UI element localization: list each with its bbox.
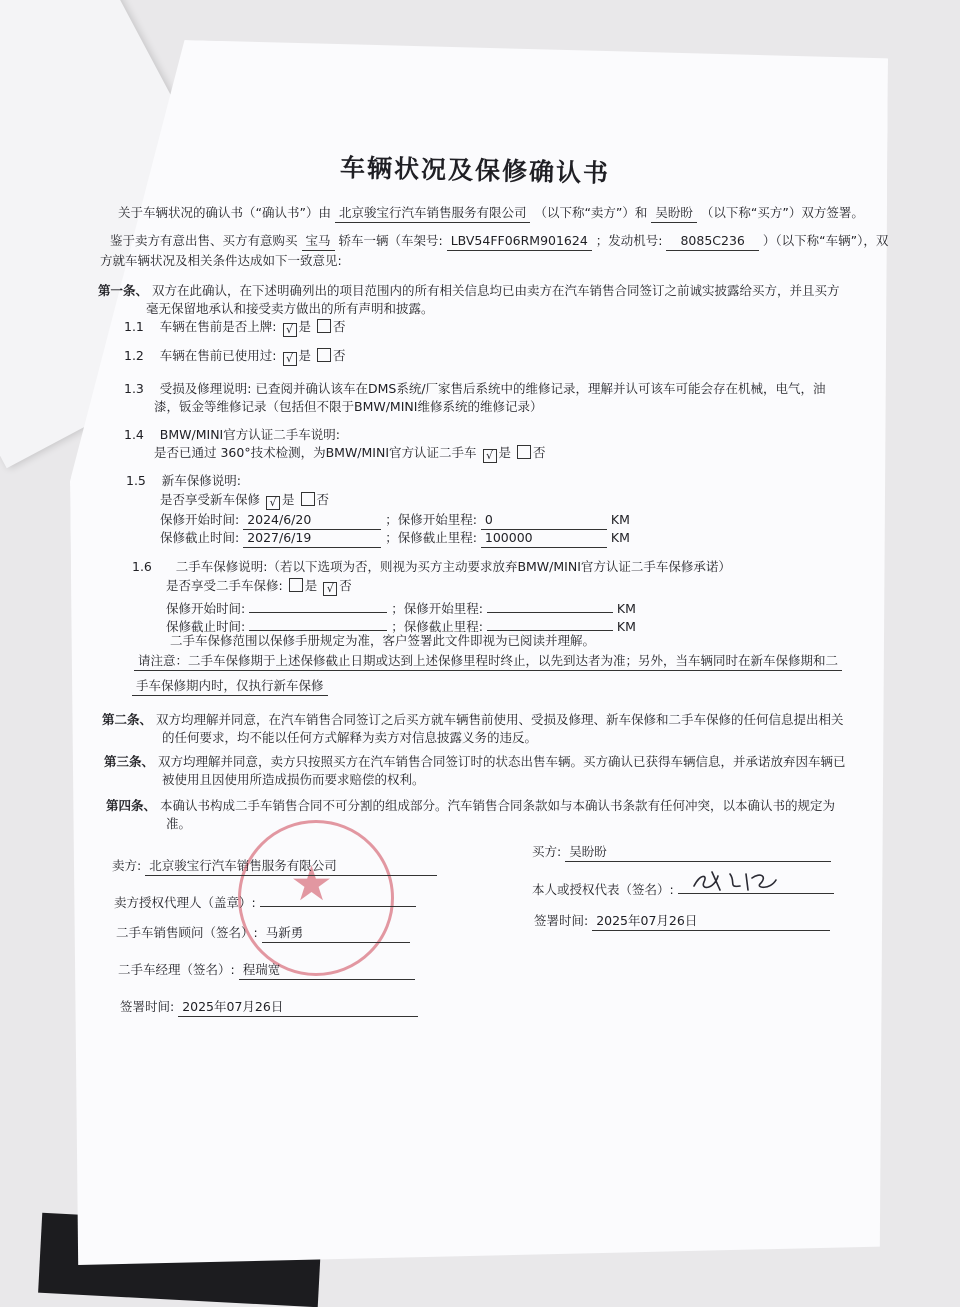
new-warranty-end-date: 2027/6/19 [243, 529, 381, 548]
item-1-4: 1.4 BMW/MINI官方认证二手车说明: [124, 427, 340, 442]
document-title: 车辆状况及保修确认书 [339, 153, 611, 188]
certified-yes-checkbox[interactable]: √ [483, 449, 497, 463]
used-warranty-end-row: 保修截止时间: ；保修截止里程: KM [166, 614, 636, 636]
buyer-date-row: 签署时间: 2025年07月26日 [534, 912, 830, 931]
engine-number-field: 8085C236 [666, 232, 758, 251]
used-warranty-start-row: 保修开始时间: ；保修开始里程: KM [166, 596, 636, 618]
intro-line-1: 关于车辆状况的确认书（“确认书”）由 北京骏宝行汽车销售服务有限公司 （以下称“卖方”）和 吴盼盼 （以下称“买方”）双方签署。 [118, 204, 864, 223]
intro-line-3: 方就车辆状况及相关条件达成如下一致意见: [100, 253, 342, 268]
seal-star-icon: ★ [290, 856, 334, 912]
seller-name-field: 北京骏宝行汽车销售服务有限公司 [335, 204, 531, 223]
seller-date-value: 2025年07月26日 [178, 998, 418, 1017]
item-1-6: 1.6 二手车保修说明:（若以下选项为否，则视为买方主动要求放弃BMW/MINI官方认证二手车保修承诺） [132, 559, 731, 574]
intro-line-2: 鉴于卖方有意出售、买方有意购买 宝马 轿车一辆（车架号: LBV54FF06RM901624 ；发动机号: 8085C236 ）（以下称“车辆”），双 [110, 232, 888, 251]
item-1-2: 1.2 车辆在售前已使用过: √ 是 否 [124, 348, 346, 365]
certified-no-checkbox[interactable] [517, 445, 531, 459]
article-3-line-1: 第三条、 双方均理解并同意，卖方只按照买方在汽车销售合同签订时的状态出售车辆。买方确认已获得车辆信息，并承诺放弃因车辆已 [104, 754, 846, 769]
new-warranty-start-row: 保修开始时间: 2024/6/20 ；保修开始里程: 0 KM [160, 511, 630, 530]
new-warranty-end-row: 保修截止时间: 2027/6/19 ；保修截止里程: 100000 KM [160, 529, 630, 548]
item-1-5: 1.5 新车保修说明: [126, 473, 242, 488]
representative-row: 本人或授权代表（签名）: [532, 877, 834, 899]
used-warranty-no-checkbox[interactable]: √ [323, 582, 337, 596]
article-2-line-2: 的任何要求，均不能以任何方式解释为卖方对信息披露义务的违反。 [162, 730, 538, 745]
manager-row: 二手车经理（签名）: 程瑞宽 [118, 961, 415, 980]
buyer-row: 买方: 吴盼盼 [532, 843, 831, 862]
used-warranty-start-km [487, 596, 613, 613]
article-4-line-2: 准。 [166, 816, 192, 831]
used-warranty-yes-checkbox[interactable] [289, 578, 303, 592]
used-yes-checkbox[interactable]: √ [283, 352, 297, 366]
used-warranty-start-date [249, 596, 387, 613]
item-1-3-line-2: 漆，钣金等维修记录（包括但不限于BMW/MINI维修系统的维修记录） [154, 399, 543, 414]
seller-agent-value [260, 890, 416, 907]
new-warranty-start-km: 0 [481, 511, 607, 530]
sales-advisor-row: 二手车销售顾问（签名）: 马新勇 [116, 924, 410, 943]
warranty-note-line-1: 请注意：二手车保修期于上述保修截止日期或达到上述保修里程时终止，以先到达者为准；另外，当车辆同时在新车保修期和二 [134, 652, 842, 671]
article-4-line-1: 第四条、 本确认书构成二手车销售合同不可分割的组成部分。汽车销售合同条款如与本确认书条款有任何冲突，以本确认书的规定为 [106, 798, 836, 813]
buyer-value: 吴盼盼 [565, 843, 831, 862]
buyer-date-value: 2025年07月26日 [592, 912, 830, 931]
new-warranty-question: 是否享受新车保修 √ 是 否 [160, 492, 330, 509]
used-warranty-end-date [249, 614, 387, 631]
used-warranty-end-km [487, 614, 613, 631]
new-warranty-start-date: 2024/6/20 [243, 511, 381, 530]
article-2-line-1: 第二条、 双方均理解并同意，在汽车销售合同签订之后买方就车辆售前使用、受损及修理、新车保修和二手车保修的任何信息提出相关 [102, 712, 844, 727]
article-3-line-2: 被使用且因使用所造成损伤而要求赔偿的权利。 [162, 772, 425, 787]
plated-no-checkbox[interactable] [317, 319, 331, 333]
new-warranty-no-checkbox[interactable] [301, 492, 315, 506]
item-1-3: 1.3 受损及修理说明: 已查阅并确认该车在DMS系统/厂家售后系统中的维修记录，理解并认可该车可能会存在机械，电气，油 [124, 381, 826, 396]
handwritten-signature [690, 868, 780, 896]
new-warranty-end-km: 100000 [481, 529, 607, 548]
item-1-4-line-2: 是否已通过 360°技术检测，为BMW/MINI官方认证二手车 √ 是 否 [154, 445, 546, 462]
item-1-1: 1.1 车辆在售前是否上牌: √ 是 否 [124, 319, 346, 336]
sales-advisor-value: 马新勇 [262, 924, 410, 943]
warranty-note-line-2: 手车保修期内时，仅执行新车保修 [132, 677, 328, 696]
used-warranty-question: 是否享受二手车保修: 是 √ 否 [166, 578, 352, 595]
brand-field: 宝马 [302, 232, 335, 251]
manager-value: 程瑞宽 [239, 961, 415, 980]
seller-value: 北京骏宝行汽车销售服务有限公司 [145, 857, 437, 876]
seller-agent-row: 卖方授权代理人（盖章）: [114, 890, 416, 912]
seller-row: 卖方: 北京骏宝行汽车销售服务有限公司 [112, 857, 437, 876]
plated-yes-checkbox[interactable]: √ [283, 323, 297, 337]
article-1-line-2: 毫无保留地承认和接受卖方做出的所有声明和披露。 [146, 301, 434, 316]
used-no-checkbox[interactable] [317, 348, 331, 362]
article-1-line-1: 第一条、 双方在此确认，在下述明确列出的项目范围内的所有相关信息均已由卖方在汽车销售合同签订之前诚实披露给买方，并且买方 [98, 283, 840, 298]
used-warranty-scope: 二手车保修范围以保修手册规定为准，客户签署此文件即视为已阅读并理解。 [170, 633, 596, 648]
seller-date-row: 签署时间: 2025年07月26日 [120, 998, 418, 1017]
new-warranty-yes-checkbox[interactable]: √ [266, 496, 280, 510]
vin-field: LBV54FF06RM901624 [447, 232, 592, 251]
buyer-name-field: 吴盼盼 [651, 204, 697, 223]
